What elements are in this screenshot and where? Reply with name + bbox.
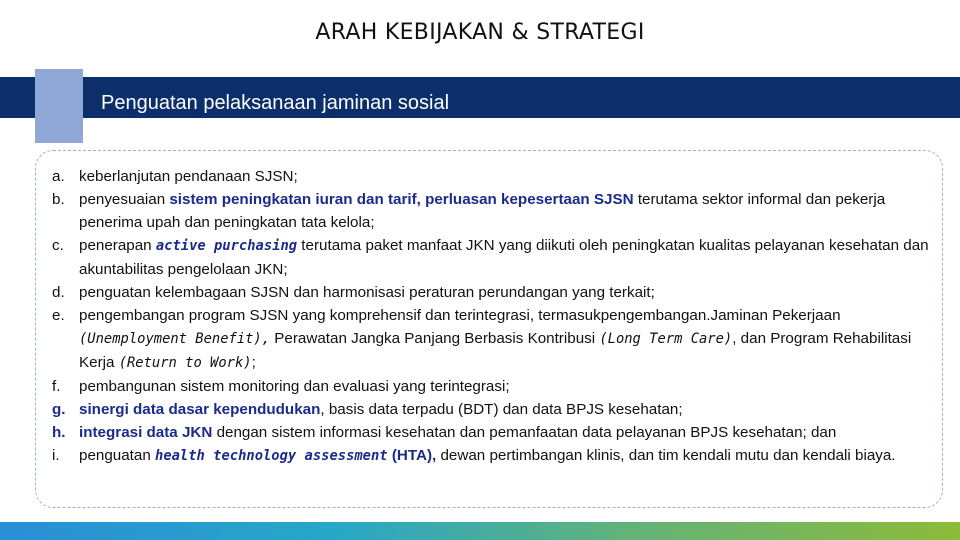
list-item — [52, 421, 932, 444]
list-item-text: integrasi data JKN dengan sistem informasi kesehatan dan pemanfaatan data pelayanan BPJS kesehatan; dan — [79, 424, 837, 441]
list-item-text: keberlanjutan pendanaan SJSN; — [79, 168, 298, 185]
list-item-text: pembangunan sistem monitoring dan evaluasi yang terintegrasi; — [79, 378, 510, 395]
bottom-stripe — [0, 522, 960, 540]
list-marker: g. — [52, 401, 66, 418]
list-marker: b. — [52, 191, 65, 208]
list-item — [52, 281, 932, 304]
list-item-text: pengembangan program SJSN yang komprehensif dan terintegrasi, termasukpengembangan.Jaminan Pekerjaan (Unemployment Benefit), Perawatan Jangka Panjang Berbasis Kontribusi (Long Term Care), dan Program Rehabilitasi Kerja (Return to Work); — [79, 307, 912, 371]
list-item — [52, 165, 932, 188]
banner-accent-block — [35, 69, 83, 143]
list-marker: a. — [52, 168, 65, 185]
list-item-text: penyesuaian sistem peningkatan iuran dan tarif, perluasan kepesertaan SJSN terutama sektor informal dan pekerja penerima upah dan peningkatan tata kelola; — [79, 191, 886, 231]
highlight-text: integrasi data JKN — [79, 424, 213, 441]
list-item — [52, 304, 932, 375]
policy-list — [52, 165, 932, 468]
highlight-text: sistem peningkatan iuran dan tarif, perluasan kepesertaan SJSN — [169, 191, 634, 208]
list-item — [52, 234, 932, 281]
list-item — [52, 444, 932, 468]
highlight-text: active purchasing — [155, 238, 298, 254]
list-item-text: penguatan health technology assessment (HTA), dewan pertimbangan klinis, dan tim kendali mutu dan kendali biaya. — [79, 447, 896, 464]
list-item-text: penerapan active purchasing terutama paket manfaat JKN yang diikuti oleh peningkatan kualitas pelayanan kesehatan dan akuntabilitas pengelolaan JKN; — [79, 237, 929, 278]
list-item-text: sinergi data dasar kependudukan, basis data terpadu (BDT) dan data BPJS kesehatan; — [79, 401, 683, 418]
list-item — [52, 398, 932, 421]
list-item-text: penguatan kelembagaan SJSN dan harmonisasi peraturan perundangan yang terkait; — [79, 284, 655, 301]
list-item — [52, 375, 932, 398]
list-marker: i. — [52, 447, 60, 464]
list-marker: d. — [52, 284, 65, 301]
highlight-text: sinergi data dasar kependudukan — [79, 401, 321, 418]
highlight-text: health technology assessment — [155, 448, 388, 464]
list-marker: f. — [52, 378, 61, 395]
list-marker: c. — [52, 237, 64, 254]
list-item — [52, 188, 932, 234]
list-marker: e. — [52, 307, 65, 324]
slide-title: ARAH KEBIJAKAN & STRATEGI — [315, 20, 645, 45]
banner-title: Penguatan pelaksanaan jaminan sosial — [101, 92, 450, 114]
list-marker: h. — [52, 424, 66, 441]
